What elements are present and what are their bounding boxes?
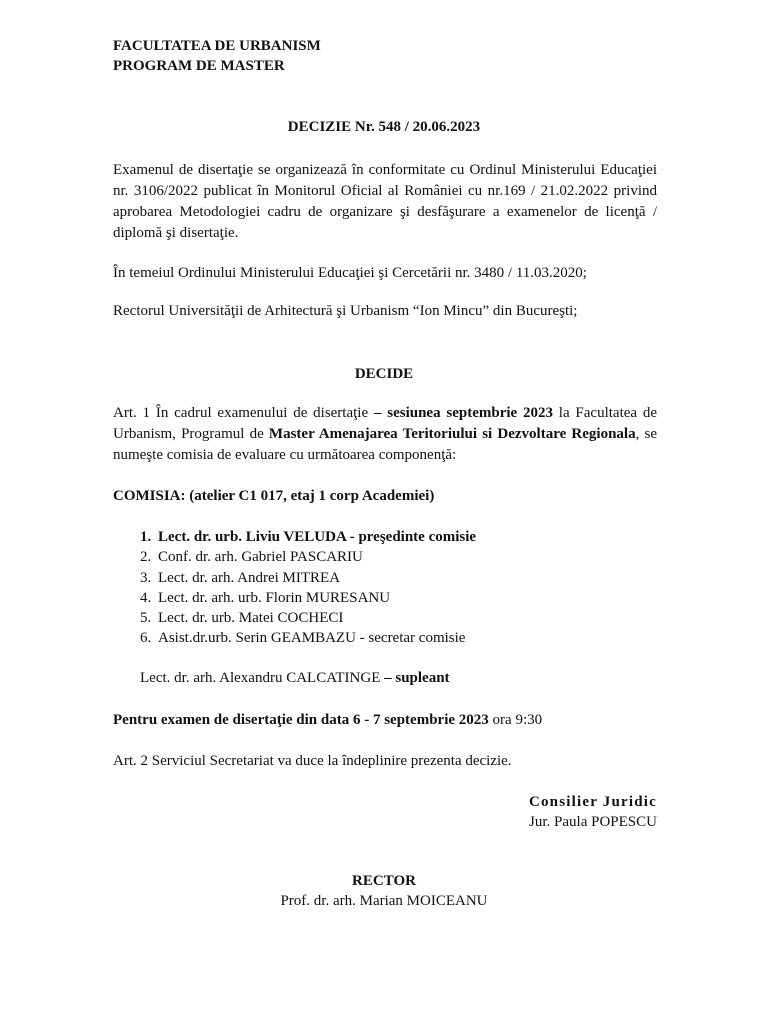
rector-paragraph: Rectorul Universităţii de Arhitectură şi Urbanism “Ion Mincu” din Bucureşti;: [113, 303, 578, 319]
substitute-name: Lect. dr. arh. Alexandru CALCATINGE: [140, 670, 385, 686]
member-number: 3.: [140, 569, 152, 586]
article-1-text-c: , se numeşte comisia de evaluare cu următoarea componenţă:: [113, 426, 658, 463]
article-1-paragraph: [113, 403, 657, 466]
member-number: 6.: [140, 630, 152, 647]
member-number: 2.: [140, 549, 152, 566]
exam-time: ora 9:30: [488, 712, 543, 728]
list-item: [140, 628, 476, 648]
rector-title: RECTOR: [352, 873, 416, 889]
article-1-session: – sesiunea septembrie 2023: [373, 405, 553, 421]
list-item: [140, 568, 476, 588]
exam-date: Pentru examen de disertaţie din data 6 - 7 septembrie 2023: [113, 712, 489, 728]
faculty-name: FACULTATEA DE URBANISM: [113, 38, 321, 54]
intro-paragraph: Examenul de disertaţie se organizează în conformitate cu Ordinul Ministerului Educaţiei nr. 3106/2022 publicat în Monitorul Oficial al României cu nr.169 / 21.02.2022 privind aprobarea Metodologiei cadru de organizare şi desfăşurare a examenelor de licenţă / diplomă şi disertaţie.: [113, 162, 657, 241]
exam-date-line: [113, 710, 542, 731]
member-number: 1.: [140, 529, 152, 545]
member-name: Conf. dr. arh. Gabriel PASCARIU: [158, 549, 363, 566]
article-1-text-b: la Facultatea de Urbanism, Programul de: [113, 405, 658, 442]
rector-name: Prof. dr. arh. Marian MOICEANU: [280, 893, 488, 909]
member-name: Lect. dr. arh. urb. Florin MURESANU: [158, 589, 391, 606]
member-number: 5.: [140, 610, 152, 627]
member-name: Lect. dr. arh. Andrei MITREA: [158, 569, 341, 586]
list-item: [140, 588, 476, 608]
member-name: Lect. dr. urb. Matei COCHECI: [158, 610, 344, 627]
commission-members-list: [140, 527, 476, 649]
article-1-text-a: Art. 1 În cadrul examenului de disertaţie: [113, 405, 374, 421]
list-item: [140, 527, 476, 547]
commission-heading: COMISIA: (atelier C1 017, etaj 1 corp Academiei): [113, 488, 435, 504]
legal-basis-paragraph: În temeiul Ordinului Ministerului Educaţiei şi Cercetării nr. 3480 / 11.03.2020;: [113, 265, 587, 281]
member-name: Asist.dr.urb. Serin GEAMBAZU - secretar comisie: [158, 630, 466, 647]
substitute-role: – supleant: [384, 670, 450, 686]
legal-counsel-title: Consilier Juridic: [528, 794, 657, 810]
member-number: 4.: [140, 589, 152, 606]
article-1-program: Master Amenajarea Teritoriului si Dezvoltare Regionala: [268, 426, 636, 442]
member-name: Lect. dr. urb. Liviu VELUDA - preşedinte comisie: [158, 529, 477, 545]
decide-heading: DECIDE: [354, 366, 414, 382]
faculty-header: [113, 36, 321, 76]
program-name: PROGRAM DE MASTER: [113, 58, 285, 74]
legal-counsel-name: Jur. Paula POPESCU: [529, 814, 657, 830]
list-item: [140, 547, 476, 567]
decision-title: DECIZIE Nr. 548 / 20.06.2023: [287, 119, 481, 135]
article-2-paragraph: Art. 2 Serviciul Secretariat va duce la îndeplinire prezenta decizie.: [113, 753, 512, 769]
list-item: [140, 608, 476, 628]
substitute-member: [140, 668, 450, 689]
